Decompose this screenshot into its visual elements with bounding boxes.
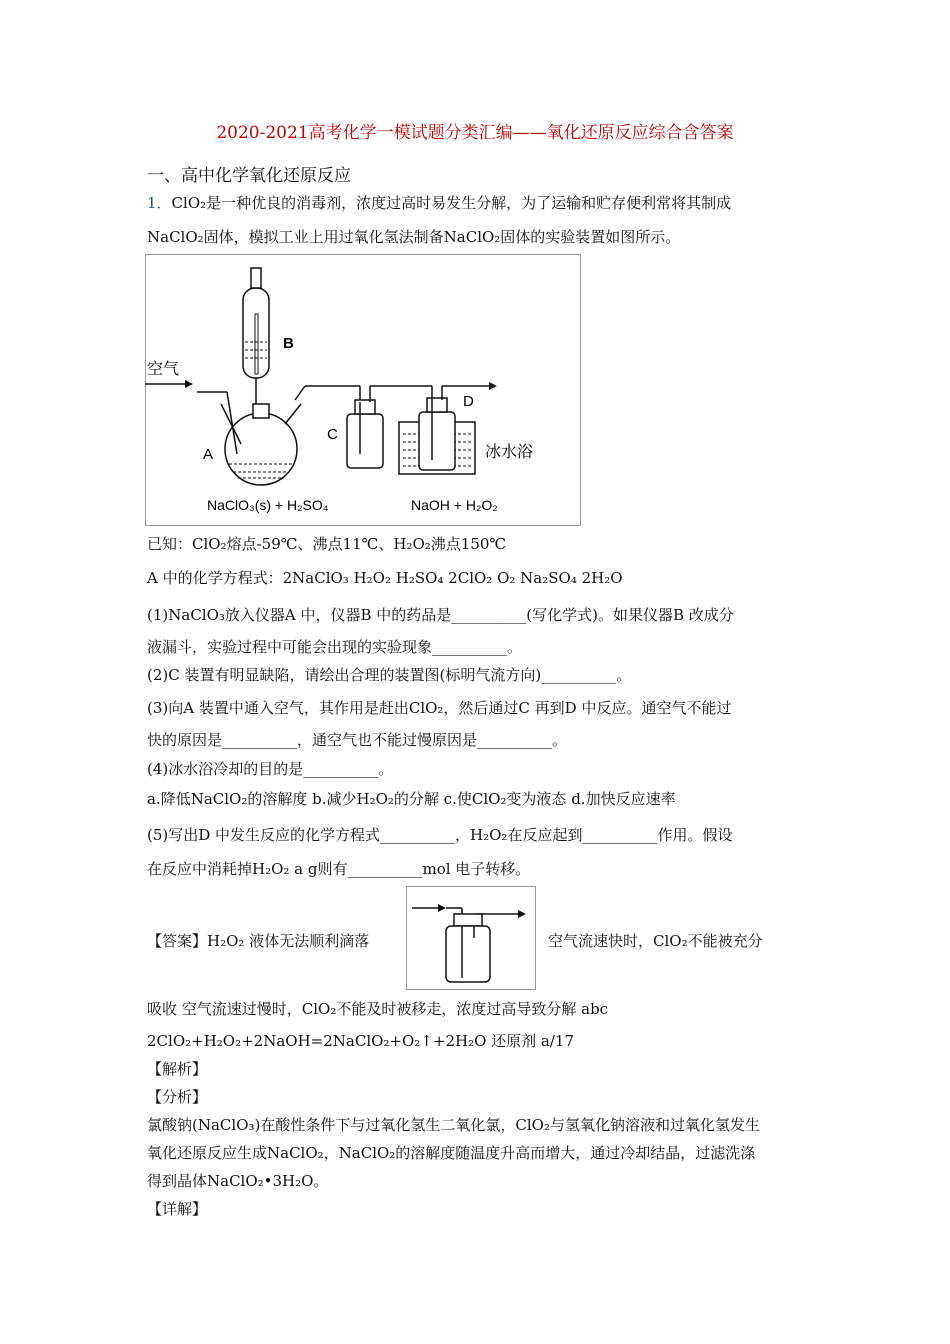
label-C: C: [327, 426, 338, 443]
options: a.降低NaClO₂的溶解度 b.减少H₂O₂的分解 c.使ClO₂变为液态 d.加快反应速率: [147, 790, 676, 808]
part-4: (4)冰水浴冷却的目的是__________。: [147, 760, 394, 778]
question-1-line-1: [147, 192, 731, 214]
analysis-line-1: 氯酸钠(NaClO₃)在酸性条件下与过氧化氢生二氧化氯，ClO₂与氢氧化钠溶液和过氧化氢发生: [147, 1116, 760, 1134]
answer-line-1: [147, 930, 369, 952]
section-heading: 一、高中化学氧化还原反应: [147, 166, 351, 186]
part-3-line-2: 快的原因是__________，通空气也不能过慢原因是__________。: [147, 731, 568, 749]
corrected-bottle-figure: [406, 886, 536, 990]
known-data: 已知：ClO₂熔点-59℃、沸点11℃、H₂O₂沸点150℃: [147, 535, 507, 553]
part-2: (2)C 装置有明显缺陷，请绘出合理的装置图(标明气流方向)__________。: [147, 666, 632, 684]
reagent-D: NaOH + H₂O₂: [411, 497, 498, 513]
label-air: 空气: [147, 361, 180, 378]
label-B: B: [283, 335, 294, 352]
reagent-A: NaClO₃(s) + H₂SO₄: [207, 497, 329, 513]
answer-part-2: 空气流速快时，ClO₂不能被充分: [548, 932, 763, 950]
answer-part-1: H₂O₂ 液体无法顺利滴落: [207, 932, 370, 950]
analysis-line-3: 得到晶体NaClO₂•3H₂O。: [147, 1172, 329, 1190]
part-3-line-1: (3)向A 装置中通入空气，其作用是赶出ClO₂，然后通过C 再到D 中反应。通空气不能过: [147, 699, 732, 717]
answer-line-3: 2ClO₂+H₂O₂+2NaOH=2NaClO₂+O₂↑+2H₂O 还原剂 a/17: [147, 1032, 574, 1050]
part-5-line-2: 在反应中消耗掉H₂O₂ a g则有__________mol 电子转移。: [147, 860, 531, 878]
answer-line-2: 吸收 空气流速过慢时，ClO₂不能及时被移走，浓度过高导致分解 abc: [147, 1000, 609, 1018]
label-A: A: [203, 446, 214, 463]
equation-A: A 中的化学方程式：2NaClO₃ H₂O₂ H₂SO₄ 2ClO₂ O₂ Na₂SO₄ 2H₂O: [147, 569, 623, 587]
xiangjie-heading: 【详解】: [147, 1200, 208, 1218]
page-title: 2020-2021高考化学一模试题分类汇编——氧化还原反应综合含答案: [216, 123, 734, 143]
label-D: D: [463, 393, 474, 410]
part-5-line-1: (5)写出D 中发生反应的化学方程式__________，H₂O₂在反应起到__________作用。假设: [147, 826, 733, 844]
analysis-line-2: 氧化还原反应生成NaClO₂，NaClO₂的溶解度随温度升高而增大，通过冷却结晶，过滤洗涤: [147, 1144, 756, 1162]
label-ice-bath: 冰水浴: [485, 444, 534, 461]
question-number: 1．: [147, 194, 172, 212]
part-1-line-1: (1)NaClO₃放入仪器A 中，仪器B 中的药品是__________(写化学式)。如果仪器B 改成分: [147, 606, 734, 624]
question-1-line-2: NaClO₂固体，模拟工业上用过氧化氢法制备NaClO₂固体的实验装置如图所示。: [147, 228, 681, 246]
jiexi-heading: 【解析】: [147, 1060, 208, 1078]
question-1-text-1: ClO₂是一种优良的消毒剂，浓度过高时易发生分解，为了运输和贮存便利常将其制成: [171, 194, 732, 212]
part-1-line-2: 液漏斗，实验过程中可能会出现的实验现象__________。: [147, 638, 523, 656]
answer-label: 【答案】: [147, 932, 208, 950]
apparatus-figure: [145, 254, 581, 526]
fenxi-heading: 【分析】: [147, 1088, 208, 1106]
